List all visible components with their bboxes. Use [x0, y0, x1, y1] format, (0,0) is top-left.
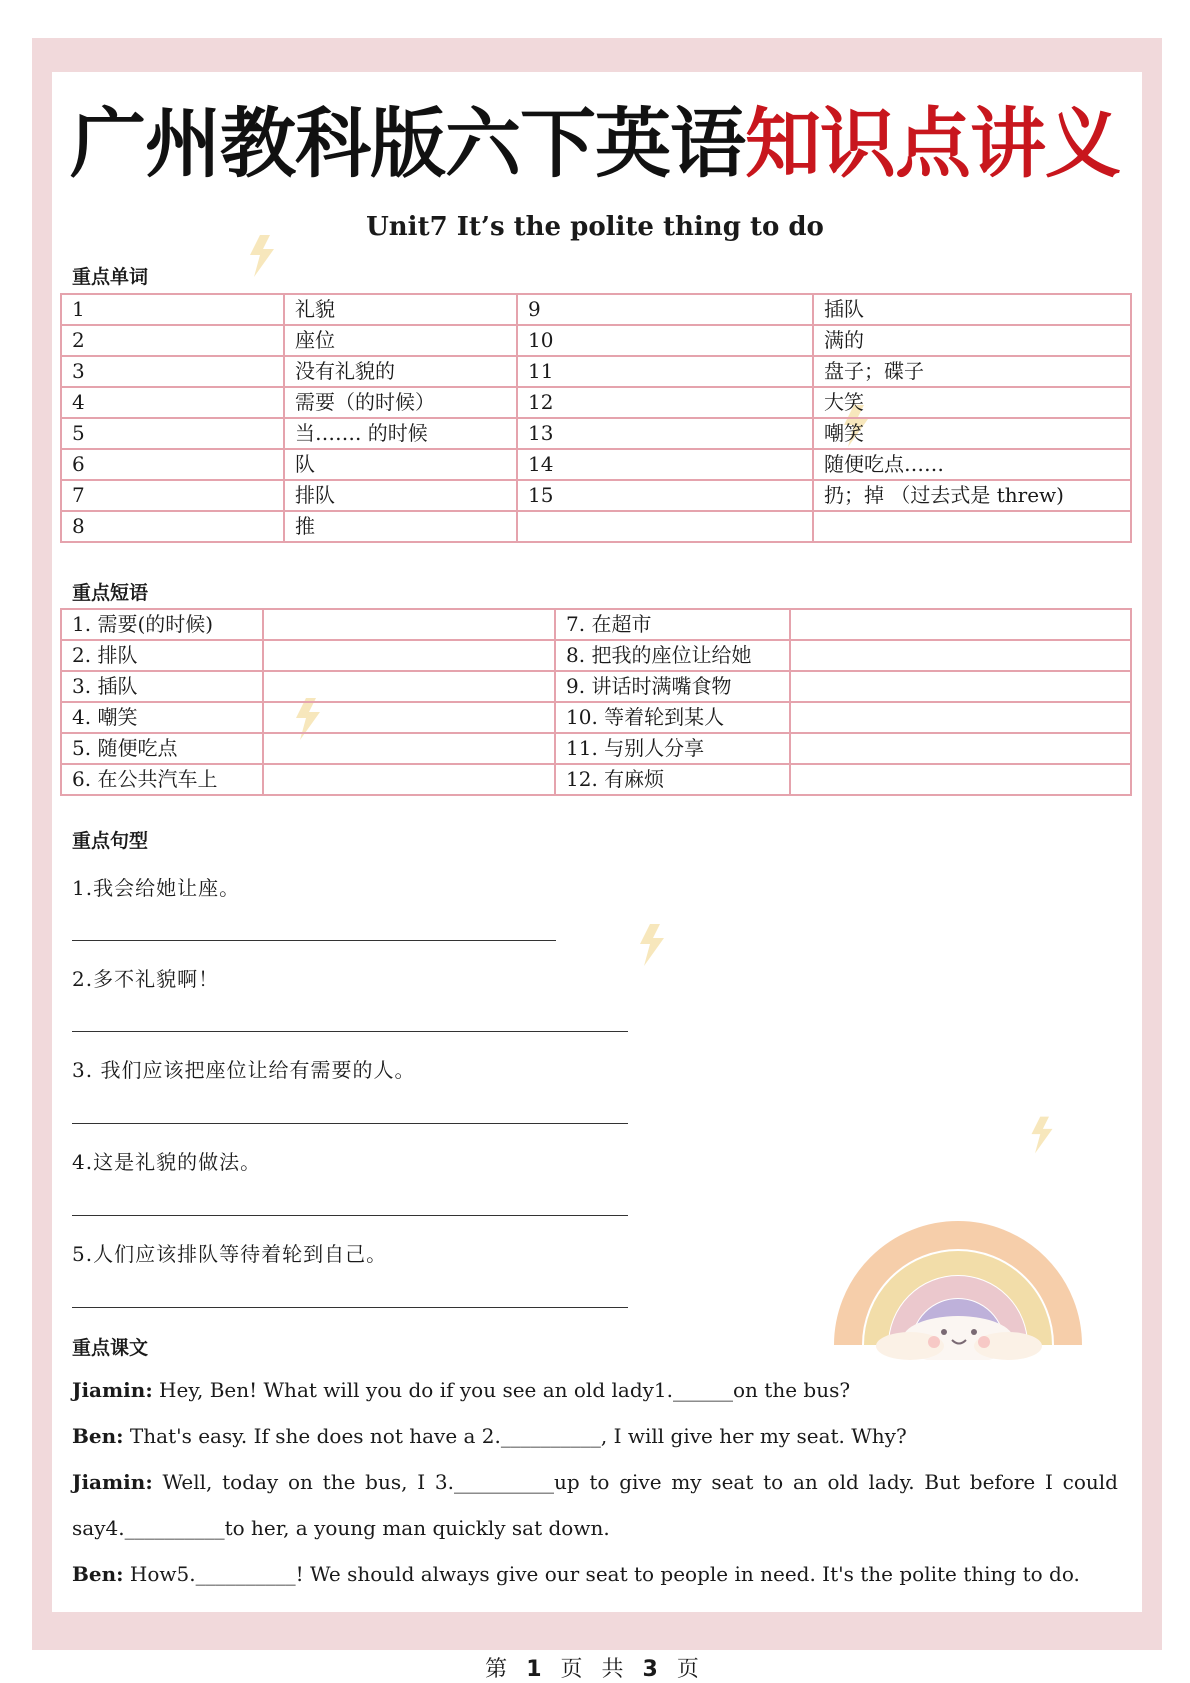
answer-line[interactable]	[72, 1307, 628, 1308]
vocab-table	[60, 293, 1132, 543]
table-cell: 6	[61, 449, 284, 480]
table-cell: 礼貌	[284, 294, 517, 325]
table-cell: 8	[61, 511, 284, 542]
lightning-bolt-icon	[1028, 1114, 1056, 1156]
footer-total-pages: 3	[642, 1657, 664, 1682]
rainbow-illustration	[828, 1180, 1088, 1360]
table-cell: 11. 与别人分享	[555, 733, 790, 764]
table-cell: 队	[284, 449, 517, 480]
table-cell: 7	[61, 480, 284, 511]
vocab-row	[61, 356, 1131, 387]
vocab-row	[61, 387, 1131, 418]
table-cell: 5	[61, 418, 284, 449]
phrase-row	[61, 609, 1131, 640]
table-cell: 13	[517, 418, 813, 449]
phrase-row	[61, 640, 1131, 671]
speaker-name: Jiamin:	[72, 1378, 153, 1402]
speaker-name: Ben:	[72, 1562, 124, 1586]
key-sentence: 5.人们应该排队等待着轮到自己。	[72, 1242, 388, 1266]
table-cell: 10	[517, 325, 813, 356]
table-cell: 满的	[813, 325, 1131, 356]
table-cell: 大笑	[813, 387, 1131, 418]
phrase-row	[61, 702, 1131, 733]
table-cell[interactable]	[263, 733, 555, 764]
dialogue-line	[72, 1378, 1118, 1402]
key-sentence: 3. 我们应该把座位让给有需要的人。	[72, 1058, 416, 1082]
table-cell[interactable]	[790, 671, 1131, 702]
vocab-row	[61, 418, 1131, 449]
table-cell: 9. 讲话时满嘴食物	[555, 671, 790, 702]
table-cell: 3	[61, 356, 284, 387]
title-red-part: 知识点讲义	[745, 99, 1120, 188]
text-heading: 重点课文	[72, 1337, 149, 1359]
table-cell[interactable]	[263, 702, 555, 733]
phrase-table-body	[61, 609, 1131, 795]
vocab-row	[61, 480, 1131, 511]
footer-pre: 第	[485, 1657, 514, 1682]
table-cell: 12	[517, 387, 813, 418]
table-cell[interactable]	[813, 511, 1131, 542]
table-cell: 2. 排队	[61, 640, 263, 671]
table-cell: 座位	[284, 325, 517, 356]
phrase-row	[61, 733, 1131, 764]
title-black-part: 广州教科版六下英语	[70, 99, 745, 188]
key-sentence: 4.这是礼貌的做法。	[72, 1150, 262, 1174]
table-cell: 14	[517, 449, 813, 480]
table-cell: 4	[61, 387, 284, 418]
table-cell[interactable]	[790, 640, 1131, 671]
table-cell: 随便吃点……	[813, 449, 1131, 480]
table-cell: 3. 插队	[61, 671, 263, 702]
table-cell[interactable]	[790, 609, 1131, 640]
table-cell: 嘲笑	[813, 418, 1131, 449]
table-cell[interactable]	[263, 609, 555, 640]
table-cell: 1	[61, 294, 284, 325]
vocab-table-body	[61, 294, 1131, 542]
table-cell: 插队	[813, 294, 1131, 325]
vocab-row	[61, 449, 1131, 480]
table-cell: 扔；掉 （过去式是 threw)	[813, 480, 1131, 511]
phrase-row	[61, 671, 1131, 702]
speaker-name: Jiamin:	[72, 1470, 153, 1494]
table-cell[interactable]	[790, 733, 1131, 764]
table-cell[interactable]	[790, 764, 1131, 795]
unit-subtitle: Unit7 It’s the polite thing to do	[366, 212, 824, 242]
dialogue-line	[72, 1516, 1118, 1540]
table-cell: 盘子；碟子	[813, 356, 1131, 387]
table-cell[interactable]	[263, 764, 555, 795]
table-cell: 7. 在超市	[555, 609, 790, 640]
table-cell: 需要（的时候）	[284, 387, 517, 418]
answer-line[interactable]	[72, 1215, 628, 1216]
footer-post: 页	[676, 1657, 705, 1682]
table-cell: 6. 在公共汽车上	[61, 764, 263, 795]
phrase-row	[61, 764, 1131, 795]
phrase-table	[60, 608, 1132, 796]
phrases-heading: 重点短语	[72, 582, 149, 604]
table-cell: 1. 需要(的时候)	[61, 609, 263, 640]
table-cell: 2	[61, 325, 284, 356]
table-cell: 9	[517, 294, 813, 325]
table-cell: 推	[284, 511, 517, 542]
speaker-name: Ben:	[72, 1424, 124, 1448]
key-sentence: 1.我会给她让座。	[72, 876, 241, 900]
dialogue-text: Hey, Ben! What will you do if you see an old lady1.______on the bus?	[152, 1378, 851, 1402]
dialogue-line	[72, 1424, 1118, 1448]
sentences-heading: 重点句型	[72, 830, 149, 852]
lightning-bolt-icon	[636, 922, 668, 968]
dialogue-text: say4.__________to her, a young man quickly sat down.	[72, 1516, 610, 1540]
table-cell: 排队	[284, 480, 517, 511]
vocab-heading: 重点单词	[72, 266, 149, 288]
vocab-row	[61, 511, 1131, 542]
table-cell: 10. 等着轮到某人	[555, 702, 790, 733]
vocab-row	[61, 325, 1131, 356]
key-sentence: 2.多不礼貌啊！	[72, 967, 220, 991]
table-cell: 4. 嘲笑	[61, 702, 263, 733]
dialogue-line	[72, 1470, 1118, 1494]
table-cell: 15	[517, 480, 813, 511]
table-cell: 5. 随便吃点	[61, 733, 263, 764]
table-cell[interactable]	[263, 640, 555, 671]
dialogue-text: That's easy. If she does not have a 2.__________, I will give her my seat. Why?	[123, 1424, 907, 1448]
dialogue-text: How5.__________! We should always give our seat to people in need. It's the polite thing to do.	[123, 1562, 1080, 1586]
answer-line[interactable]	[72, 1123, 628, 1124]
page-footer	[0, 1652, 1190, 1683]
page-title	[0, 96, 1190, 192]
vocab-row	[61, 294, 1131, 325]
answer-line[interactable]	[72, 1031, 628, 1032]
table-cell: 当……. 的时候	[284, 418, 517, 449]
table-cell: 12. 有麻烦	[555, 764, 790, 795]
table-cell: 没有礼貌的	[284, 356, 517, 387]
answer-line[interactable]	[72, 940, 556, 941]
dialogue-line	[72, 1562, 1118, 1586]
table-cell[interactable]	[517, 511, 813, 542]
table-cell: 11	[517, 356, 813, 387]
footer-mid: 页 共	[560, 1657, 630, 1682]
dialogue-text: Well, today on the bus, I 3.__________up to give my seat to an old lady. But before I could	[152, 1470, 1118, 1494]
footer-page-number: 1	[526, 1657, 548, 1682]
table-cell[interactable]	[263, 671, 555, 702]
table-cell: 8. 把我的座位让给她	[555, 640, 790, 671]
table-cell[interactable]	[790, 702, 1131, 733]
